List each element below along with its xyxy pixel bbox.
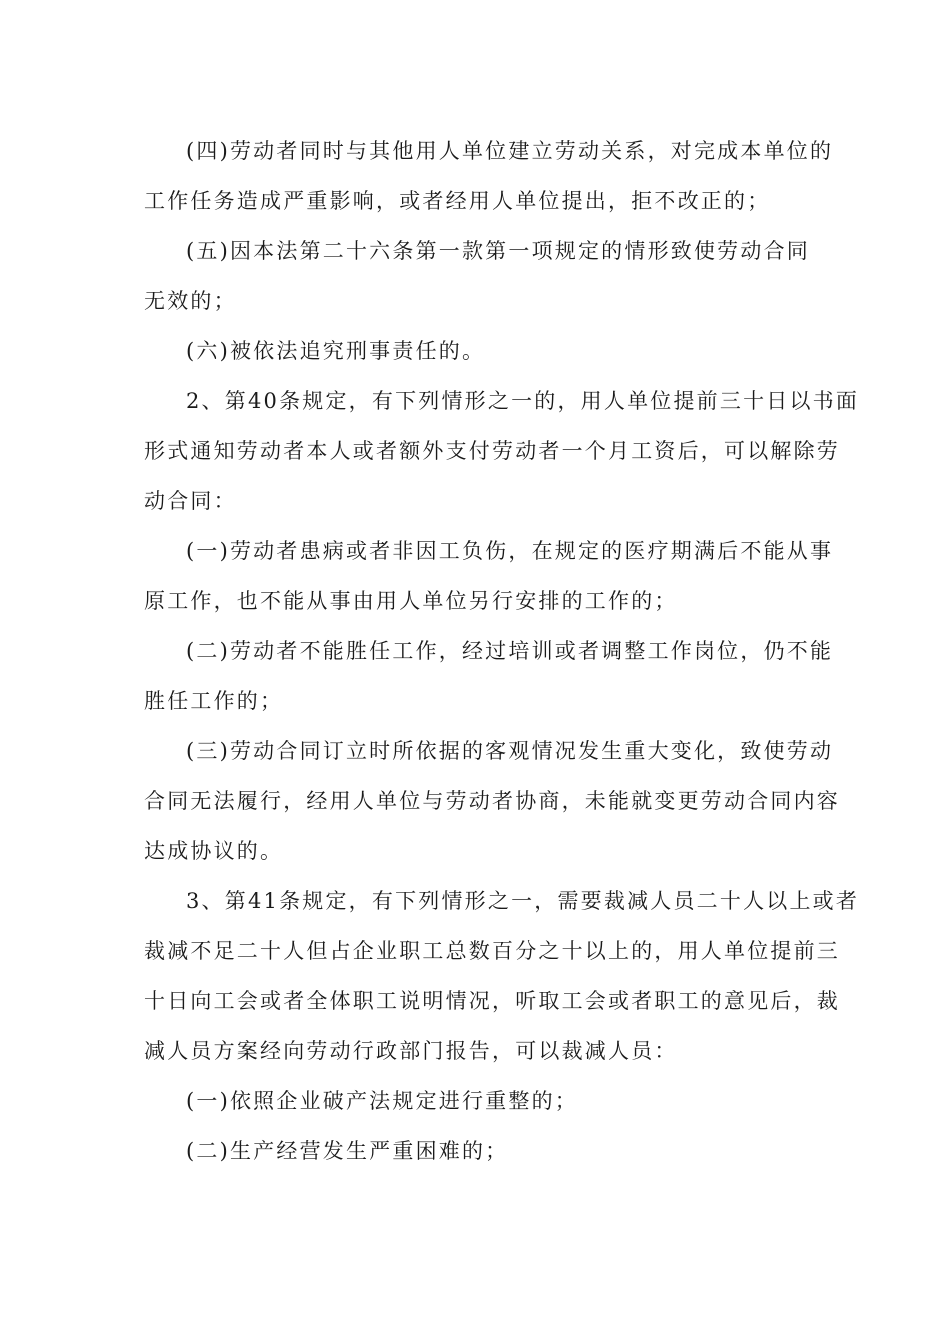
text-line: 达成协议的。	[144, 839, 284, 863]
text-line: (五)因本法第二十六条第一款第一项规定的情形致使劳动合同	[186, 239, 810, 263]
text-line: 十日向工会或者全体职工说明情况，听取工会或者职工的意见后，裁	[144, 989, 840, 1013]
text-line: 胜任工作的；	[144, 689, 284, 713]
text-line: (三)劳动合同订立时所依据的客观情况发生重大变化，致使劳动	[186, 739, 834, 763]
text-line: 形式通知劳动者本人或者额外支付劳动者一个月工资后，可以解除劳	[144, 439, 840, 463]
text-line: (二)劳动者不能胜任工作，经过培训或者调整工作岗位，仍不能	[186, 639, 834, 663]
text-line: 2、第40条规定，有下列情形之一的，用人单位提前三十日以书面	[186, 389, 860, 413]
text-line: (一)劳动者患病或者非因工负伤，在规定的医疗期满后不能从事	[186, 539, 834, 563]
text-line: (四)劳动者同时与其他用人单位建立劳动关系，对完成本单位的	[186, 139, 834, 163]
text-line: 原工作，也不能从事由用人单位另行安排的工作的；	[144, 589, 678, 613]
text-line: 3、第41条规定，有下列情形之一，需要裁减人员二十人以上或者	[186, 889, 860, 913]
text-line: 裁减不足二十人但占企业职工总数百分之十以上的，用人单位提前三	[144, 939, 840, 963]
text-line: 合同无法履行，经用人单位与劳动者协商，未能就变更劳动合同内容	[144, 789, 840, 813]
text-line: (六)被依法追究刑事责任的。	[186, 339, 486, 363]
text-line: 工作任务造成严重影响，或者经用人单位提出，拒不改正的；	[144, 189, 771, 213]
text-line: 动合同：	[144, 489, 237, 513]
text-line: 无效的；	[144, 289, 237, 313]
text-line: (二)生产经营发生严重困难的；	[186, 1139, 509, 1163]
text-line: (一)依照企业破产法规定进行重整的；	[186, 1089, 578, 1113]
text-line: 减人员方案经向劳动行政部门报告，可以裁减人员：	[144, 1039, 678, 1063]
